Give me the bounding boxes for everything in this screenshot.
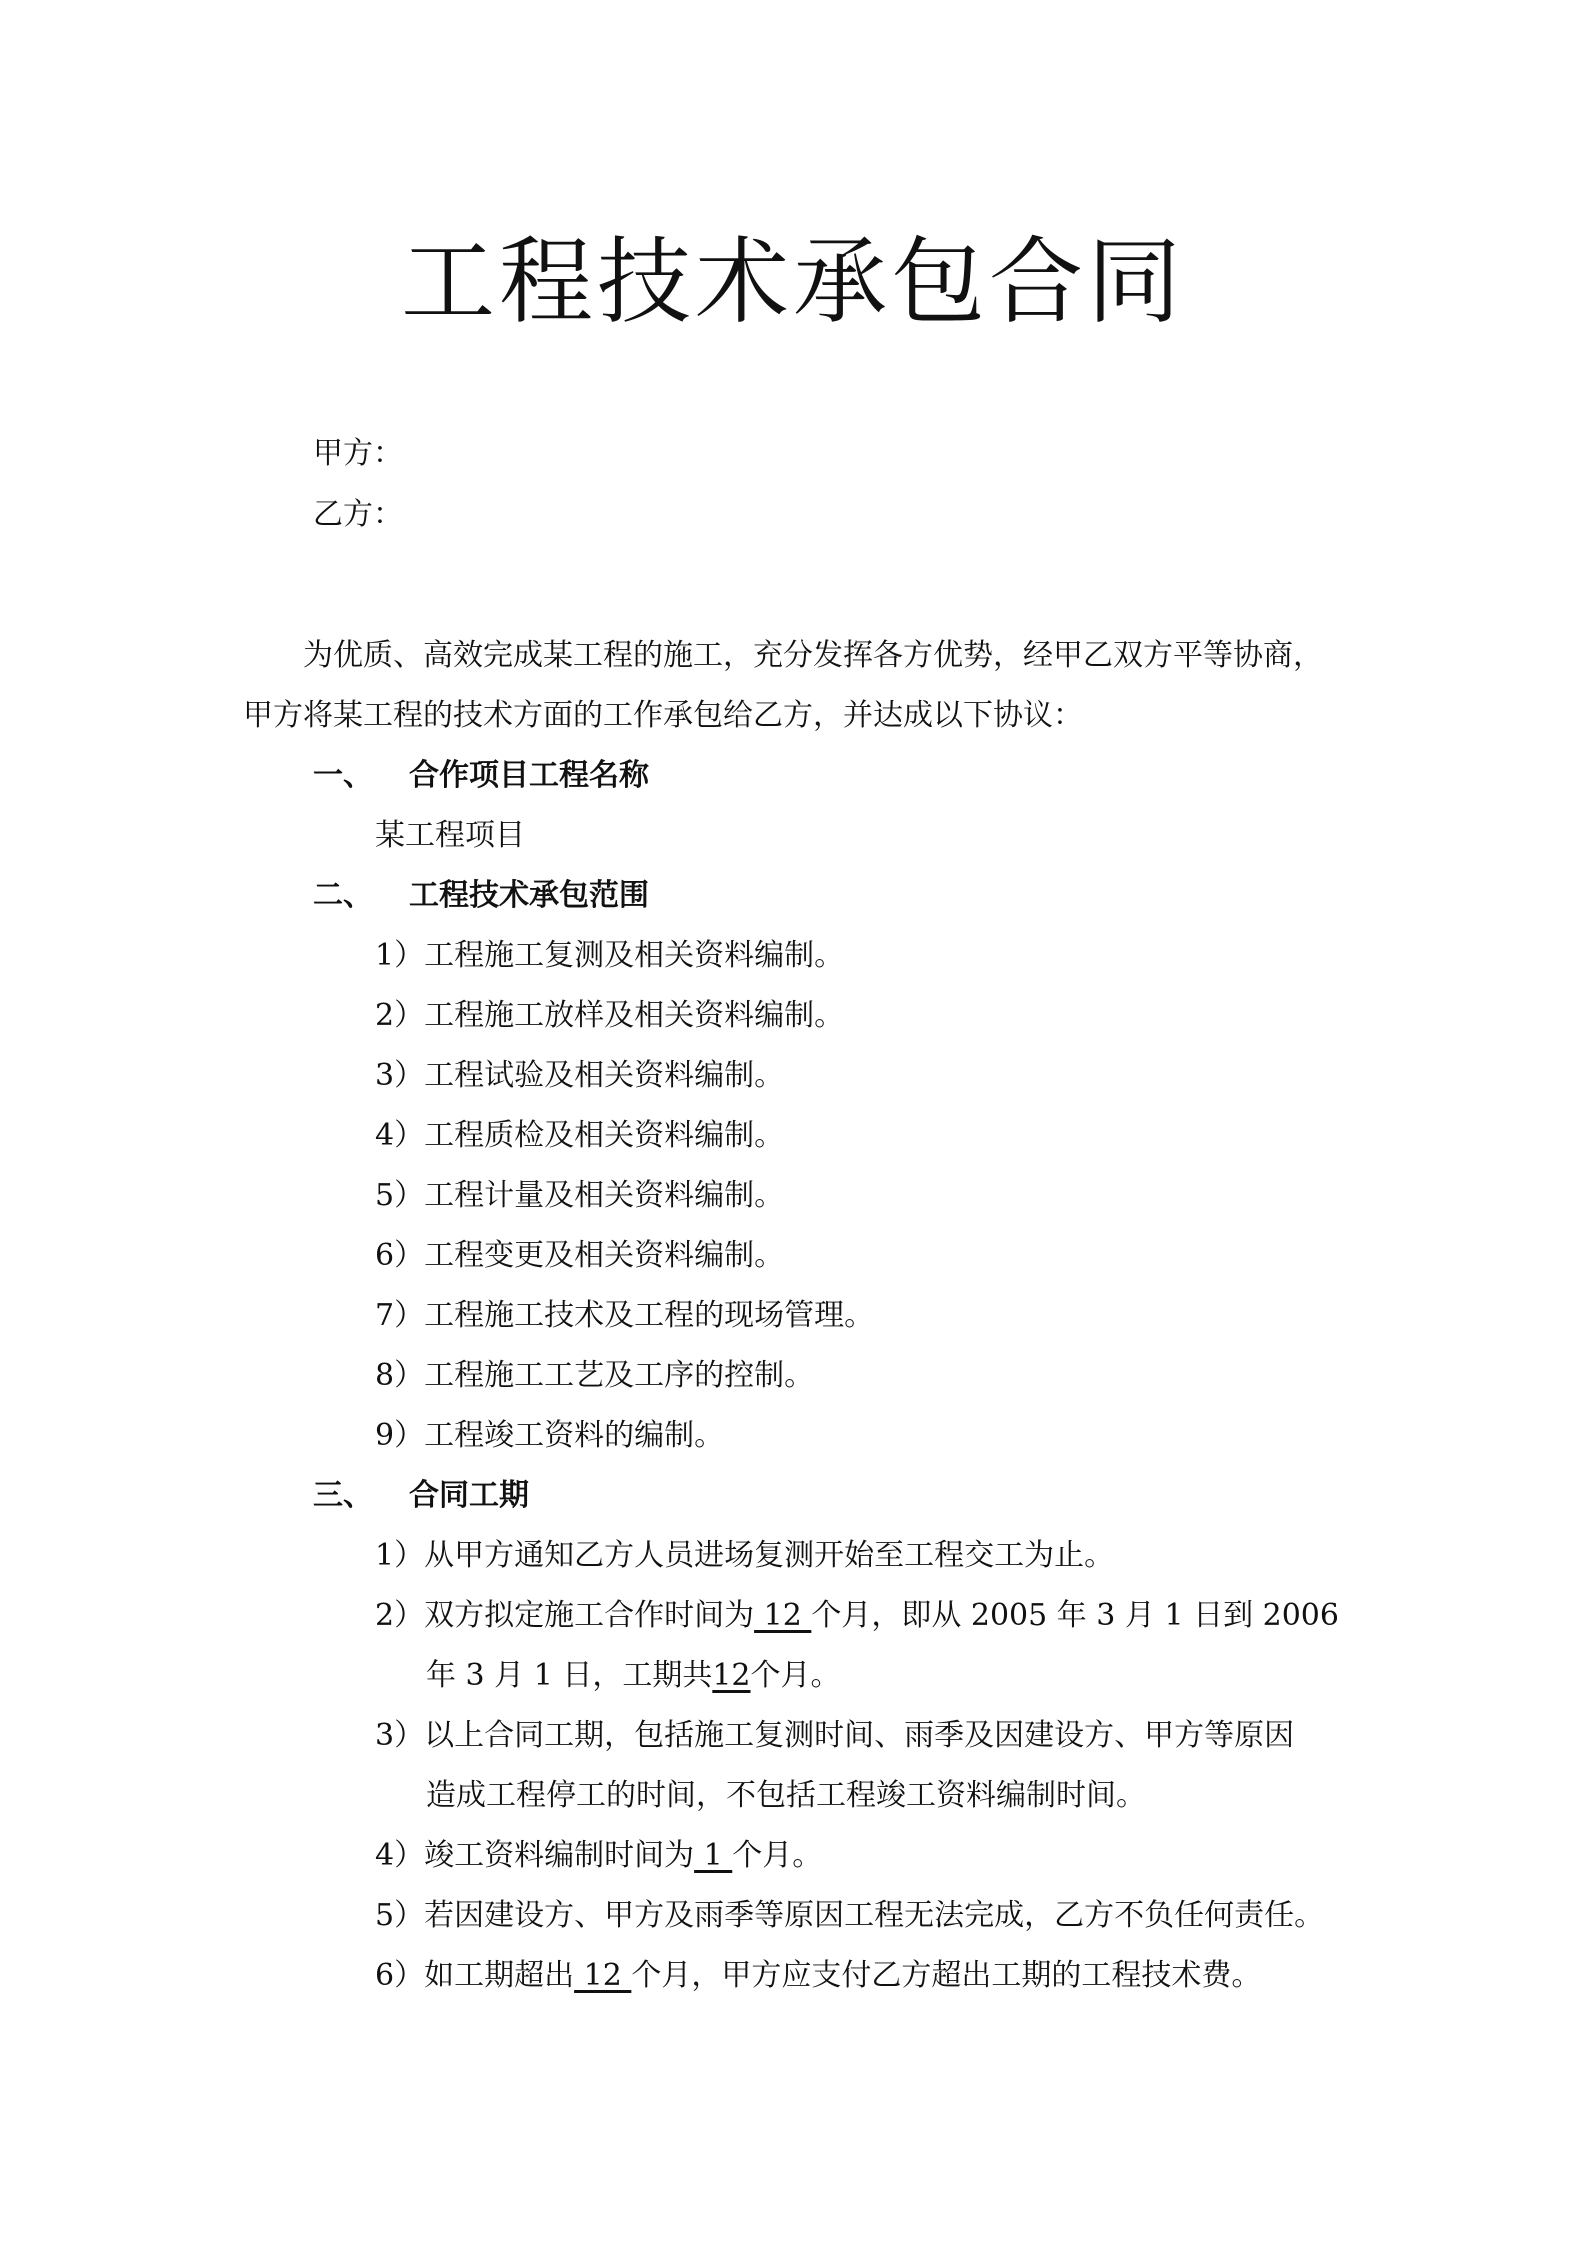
term-item-text: 若因建设方、甲方及雨季等原因工程无法完成，乙方不负任何责任。 [424,1898,1325,1933]
term-item-text: 个月。 [732,1838,823,1873]
duration-blank: 12 [754,1598,812,1633]
scope-item [375,1236,784,1276]
term-item-number: 1） [375,1538,425,1573]
scope-item [375,1296,874,1336]
scope-item-number: 4） [375,1118,425,1153]
term-item-text: 以上合同工期，包括施工复测时间、雨季及因建设方、甲方等原因 [424,1718,1295,1753]
scope-item-text: 工程质检及相关资料编制。 [424,1118,785,1153]
section-3-number: 三、 [313,1478,373,1513]
term-item-text: 从甲方通知乙方人员进场复测开始至工程交工为止。 [424,1538,1115,1573]
section-2-heading [313,876,649,916]
scope-item [375,1416,724,1456]
term-item-number: 5） [375,1898,425,1933]
term-item-number: 2） [375,1598,425,1633]
term-item-text: 竣工资料编制时间为 [424,1838,695,1873]
scope-item-number: 1） [375,938,425,973]
term-item-number: 6） [375,1958,425,1993]
term-item-3 [375,1716,1294,1756]
scope-item [375,996,844,1036]
scope-item [375,936,844,976]
duration-blank: 1 [694,1838,733,1873]
party-a-label: 甲方： [313,436,403,471]
section-3-heading [313,1476,529,1516]
scope-item-text: 工程施工技术及工程的现场管理。 [424,1298,875,1333]
scope-item-number: 7） [375,1298,425,1333]
term-item-2 [375,1596,1339,1636]
duration-blank: 12 [712,1658,751,1693]
term-item-5 [375,1896,1324,1936]
section-1-body: 某工程项目 [375,818,525,853]
duration-blank: 12 [574,1958,632,1993]
scope-item-number: 3） [375,1058,425,1093]
scope-item-text: 工程计量及相关资料编制。 [424,1178,785,1213]
section-1-title: 合作项目工程名称 [409,758,649,793]
scope-item [375,1356,814,1396]
preamble-line-2: 甲方将某工程的技术方面的工作承包给乙方，并达成以下协议： [243,698,1083,733]
preamble-line-1: 为优质、高效完成某工程的施工，充分发挥各方优势，经甲乙双方平等协商， [303,638,1323,673]
term-item-3-cont: 造成工程停工的时间，不包括工程竣工资料编制时间。 [426,1778,1146,1813]
term-item-6 [375,1956,1261,1996]
scope-item-number: 8） [375,1358,425,1393]
scope-item [375,1056,784,1096]
scope-item-text: 工程施工工艺及工序的控制。 [424,1358,815,1393]
term-item-text: 如工期超出 [424,1958,575,1993]
scope-item-number: 9） [375,1418,425,1453]
scope-item [375,1176,784,1216]
section-1-heading [313,756,649,796]
term-item-number: 3） [375,1718,425,1753]
term-item-number: 4） [375,1838,425,1873]
scope-item-text: 工程试验及相关资料编制。 [424,1058,785,1093]
term-item-4 [375,1836,822,1876]
scope-item-number: 6） [375,1238,425,1273]
section-2-number: 二、 [313,878,373,913]
scope-item-text: 工程施工复测及相关资料编制。 [424,938,845,973]
term-item-2-cont [426,1656,841,1696]
term-item-1 [375,1536,1114,1576]
section-3-title: 合同工期 [409,1478,529,1513]
scope-item-number: 5） [375,1178,425,1213]
section-1-number: 一、 [313,758,373,793]
scope-item [375,1116,784,1156]
scope-item-text: 工程变更及相关资料编制。 [424,1238,785,1273]
scope-item-text: 工程施工放样及相关资料编制。 [424,998,845,1033]
document-title: 工程技术承包合同 [400,228,1185,337]
section-2-title: 工程技术承包范围 [409,878,649,913]
term-item-text: 双方拟定施工合作时间为 [424,1598,755,1633]
party-b-label: 乙方： [313,497,403,532]
scope-item-text: 工程竣工资料的编制。 [424,1418,725,1453]
term-item-text: 个月，甲方应支付乙方超出工期的工程技术费。 [631,1958,1262,1993]
term-item-text: 个月。 [750,1658,841,1693]
term-item-text: 个月，即从 2005 年 3 月 1 日到 2006 [811,1598,1339,1633]
scope-item-number: 2） [375,998,425,1033]
term-item-text: 年 3 月 1 日，工期共 [426,1658,713,1693]
